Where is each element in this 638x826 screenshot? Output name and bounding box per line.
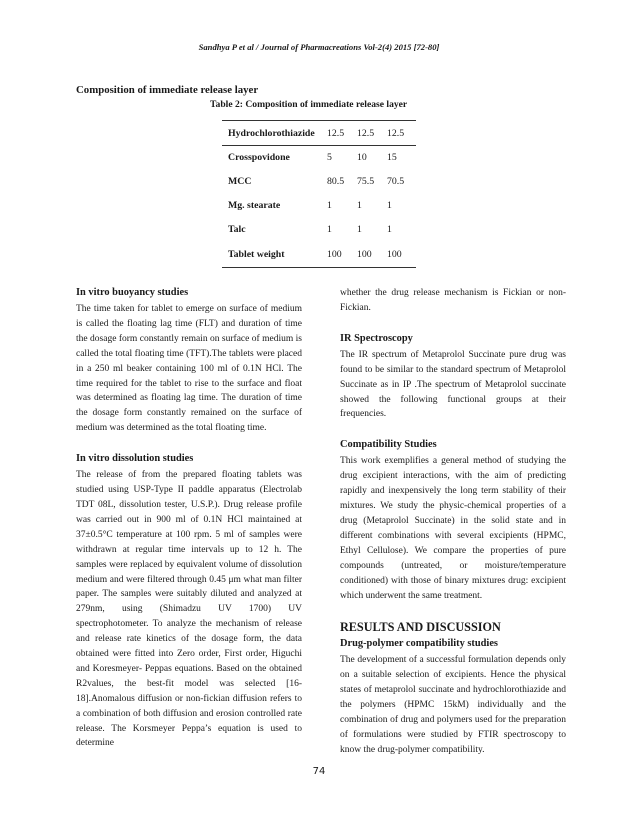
- table-cell-value: 1: [387, 224, 392, 235]
- paragraph-dissolution-studies: The release of from the prepared floating tablets was studied using USP-Type II paddle apparatus (Electrolab TDT 08L, dissolution tester, U.S.P.). Drug release profile was carried out in 900 ml of 0.1N HCl maintained at 37±0.5°C temperature at 100 rpm. 5 ml of samples were withdrawn at regular time intervals up to 12 h. The samples were replaced by equivalent volume of dissolution medium and were filtered through 0.45 μm what man filter paper. The samples were suitably diluted and analyzed at 279nm, using (Shimadzu UV 1700) UV spectrophotometer. To analyze the mechanism of release and release rate kinetics of the dosage form, the data obtained were fitted into Zero order, First order, Higuchi and Koresmeyer- Peppas equations. Based on the obtained R2values, the best-fit model was selected [16-18].Anomalous diffusion or non-fickian diffusion refers to a combination of both diffusion and erosion controlled rate release. The Korsmeyer Peppa’s equation is used to determine: [76, 470, 302, 749]
- table-cell-value: 100: [386, 242, 416, 268]
- page-number: 74: [312, 766, 326, 777]
- table-cell-value: 12.5: [386, 121, 416, 146]
- table-cell-value: 10: [356, 146, 386, 170]
- ingredient-name: Tablet weight: [222, 242, 326, 268]
- ingredient-name: Mg. stearate: [228, 200, 281, 211]
- table-cell-value: 1: [357, 224, 362, 235]
- right-column: [340, 286, 566, 758]
- heading-drug-polymer-compatibility: Drug-polymer compatibility studies: [340, 638, 498, 650]
- composition-table: [222, 120, 416, 268]
- table-row: [222, 218, 416, 242]
- table-row: [222, 194, 416, 218]
- paragraph-drug-polymer-compatibility: The development of a successful formulation depends only on a suitable selection of excipients. Hence the physical states of metaprolol succinate and hydrochlorothiazide and the polymers (HPMC 15kM) individually and the combination of drug and polymers used for the preparation of formulations were studied by FTIR spectroscopy to know the drug-polymer compatibility.: [340, 655, 566, 755]
- table-cell-value: 5: [326, 146, 356, 170]
- table-cell-value: 12.5: [356, 121, 386, 146]
- heading-dissolution-studies: In vitro dissolution studies: [76, 453, 194, 465]
- heading-ir-spectroscopy: IR Spectroscopy: [340, 332, 413, 344]
- table-row: [222, 146, 416, 170]
- paragraph-ir-spectroscopy: The IR spectrum of Metaprolol Succinate pure drug was found to be similar to the standard spectrum of Metaprolol Succinate as in IP .The spectrum of Metaprolol succinate showed the following functional groups at their frequencies.: [340, 349, 566, 420]
- heading-buoyancy-studies: In vitro buoyancy studies: [76, 287, 189, 298]
- paragraph-compatibility-studies: This work exemplifies a general method of studying the drug excipient interactions, with the aim of predicting rapidly and inexpensively the long term stability of their mixtures. We study the physic-chemical properties of a drug (Metaprolol Succinate) in the solid state and in different combinations with several excipients (HPMC, Ethyl Cellulose). We compare the properties of pure compounds (untreated, or moisture/temperature conditioned) with those of binary mixtures drug: excipient which underwent the same treatment.: [340, 456, 566, 601]
- table-cell-value: 15: [386, 146, 416, 170]
- table-cell-value: 1: [387, 200, 392, 211]
- table-cell-value: 100: [326, 242, 356, 268]
- table-row: [222, 242, 416, 268]
- paragraph-continuation: whether the drug release mechanism is Fickian or non-Fickian.: [340, 288, 566, 313]
- table-cell-value: 1: [357, 200, 362, 211]
- table-cell-value: 100: [356, 242, 386, 268]
- table-cell-value: 70.5: [387, 176, 405, 187]
- table-row: [222, 170, 416, 194]
- paragraph-buoyancy-studies: The time taken for tablet to emerge on surface of medium is called the floating lag time (FLT) and duration of time the dosage form constantly remain on surface of medium is called the total floating time (TFT).The tablets were placed in a 250 ml beaker containing 100 ml of 0.1N HCl. The time required for the tablet to rise to the surface and float was determined as floating lag time. The duration of time the dosage form constantly remained on the surface of medium was determined as the total floating time.: [76, 304, 302, 434]
- left-column: [76, 286, 302, 751]
- table-row: [222, 121, 416, 146]
- table-caption: Table 2: Composition of immediate release layer: [210, 99, 408, 110]
- heading-compatibility-studies: Compatibility Studies: [340, 439, 437, 451]
- table-cell-value: 75.5: [357, 176, 375, 187]
- running-header: Sandhya P et al / Journal of Pharmacreations Vol-2(4) 2015 [72-80]: [198, 42, 440, 52]
- table-cell-value: 80.5: [327, 176, 345, 187]
- section-heading-composition: Composition of immediate release layer: [76, 84, 259, 96]
- ingredient-name: MCC: [228, 176, 252, 187]
- ingredient-name: Hydrochlorothiazide: [222, 121, 326, 146]
- table-cell-value: 12.5: [326, 121, 356, 146]
- ingredient-name: Crosspovidone: [222, 146, 326, 170]
- table-cell-value: 1: [327, 224, 332, 235]
- ingredient-name: Talc: [228, 224, 246, 235]
- heading-results-discussion: RESULTS AND DISCUSSION: [340, 620, 501, 635]
- table-cell-value: 1: [327, 200, 332, 211]
